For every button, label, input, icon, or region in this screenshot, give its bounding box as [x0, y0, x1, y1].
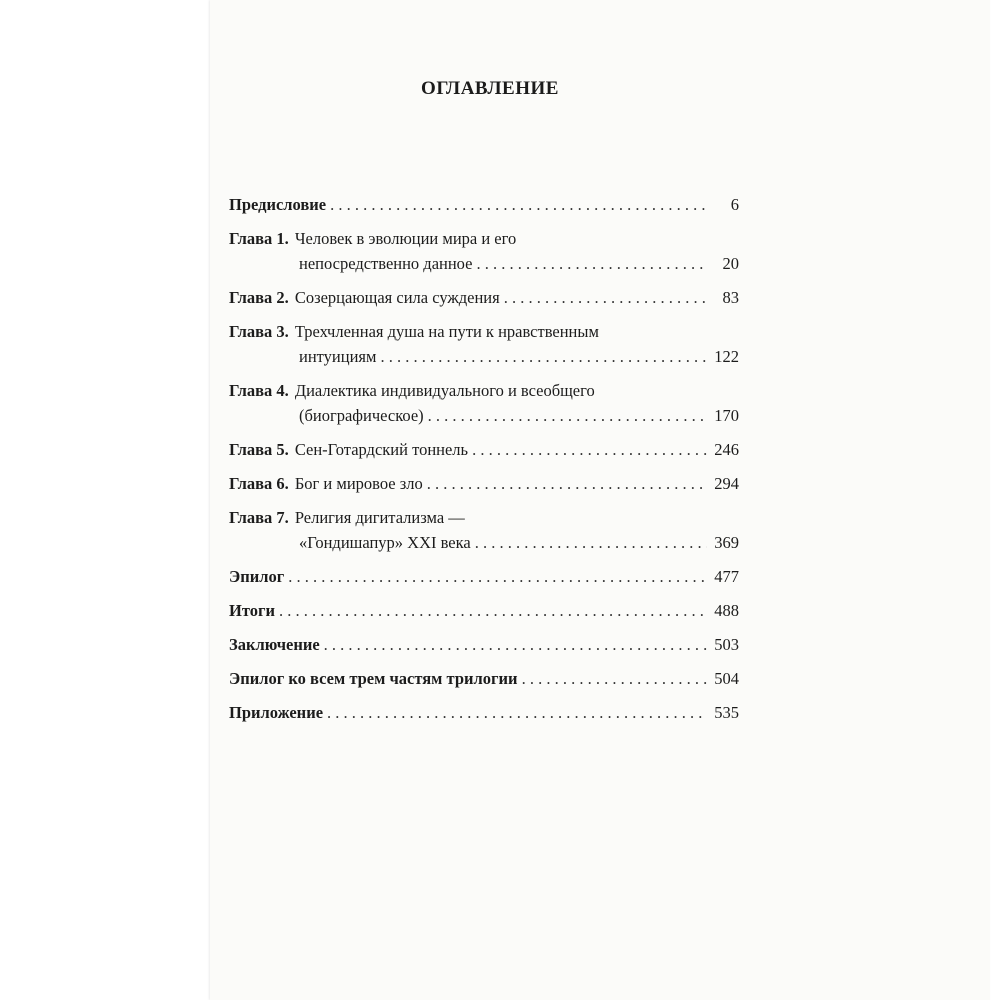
toc-entry-trilogy-epilogue[interactable] — [229, 666, 739, 691]
toc-page-number: 246 — [714, 440, 739, 459]
toc-line — [229, 226, 739, 251]
toc-line — [229, 700, 739, 725]
toc-line — [229, 319, 739, 344]
toc-page-number: 504 — [714, 669, 739, 688]
toc-entry-title: непосредственно данное — [299, 254, 473, 273]
dot-leader — [380, 344, 707, 369]
table-of-contents — [229, 192, 739, 725]
dot-leader — [475, 530, 707, 555]
toc-entry-results[interactable] — [229, 598, 739, 623]
toc-line — [229, 505, 739, 530]
toc-line — [229, 403, 739, 428]
toc-line — [229, 666, 739, 691]
toc-entry-chapter-7[interactable] — [229, 505, 739, 555]
dot-leader — [330, 192, 707, 217]
toc-page-number: 503 — [714, 635, 739, 654]
toc-page-number: 535 — [714, 703, 739, 722]
toc-page-number: 369 — [714, 533, 739, 552]
toc-entry-epilogue[interactable] — [229, 564, 739, 589]
toc-entry-appendix[interactable] — [229, 700, 739, 725]
toc-page-number: 488 — [714, 601, 739, 620]
toc-entry-label: Эпилог — [229, 567, 285, 586]
toc-entry-label: Предисловие — [229, 195, 327, 214]
toc-entry-title: Трехчленная душа на пути к нравственным — [294, 322, 599, 341]
dot-leader — [427, 471, 707, 496]
toc-entry-label: Глава 3. — [229, 322, 289, 341]
dot-leader — [472, 437, 707, 462]
toc-line — [229, 632, 739, 657]
dot-leader — [522, 666, 707, 691]
dot-leader — [504, 285, 707, 310]
toc-page-number: 20 — [722, 254, 739, 273]
page-title: ОГЛАВЛЕНИЕ — [421, 78, 559, 99]
toc-entry-title: «Гондишапур» XXI века — [299, 533, 471, 552]
toc-entry-chapter-6[interactable] — [229, 471, 739, 496]
dot-leader — [428, 403, 707, 428]
toc-entry-title: Бог и мировое зло — [294, 474, 423, 493]
toc-page-number: 122 — [714, 347, 739, 366]
toc-entry-title: (биографическое) — [299, 406, 424, 425]
toc-entry-label: Глава 5. — [229, 440, 289, 459]
toc-entry-label: Глава 7. — [229, 508, 289, 527]
toc-line — [229, 530, 739, 555]
toc-line — [229, 378, 739, 403]
toc-entry-title: Человек в эволюции мира и его — [294, 229, 517, 248]
toc-entry-title: Сен-Готардский тоннель — [294, 440, 469, 459]
toc-entry-title: интуициям — [299, 347, 377, 366]
toc-entry-chapter-5[interactable] — [229, 437, 739, 462]
toc-entry-title: Диалектика индивидуального и всеобщего — [294, 381, 595, 400]
toc-line — [229, 564, 739, 589]
toc-entry-label: Глава 6. — [229, 474, 289, 493]
toc-line — [229, 192, 739, 217]
toc-page-number: 477 — [714, 567, 739, 586]
toc-entry-title: Религия дигитализма — — [294, 508, 465, 527]
toc-page-number: 83 — [722, 288, 739, 307]
toc-entry-preface[interactable] — [229, 192, 739, 217]
toc-entry-chapter-3[interactable] — [229, 319, 739, 369]
toc-entry-label: Глава 1. — [229, 229, 289, 248]
toc-line — [229, 471, 739, 496]
toc-line — [229, 251, 739, 276]
toc-entry-conclusion[interactable] — [229, 632, 739, 657]
toc-entry-label: Заключение — [229, 635, 320, 654]
dot-leader — [324, 632, 707, 657]
toc-entry-chapter-1[interactable] — [229, 226, 739, 276]
toc-page-number: 294 — [714, 474, 739, 493]
toc-entry-label: Глава 4. — [229, 381, 289, 400]
toc-entry-label: Итоги — [229, 601, 275, 620]
toc-entry-label: Приложение — [229, 703, 324, 722]
toc-line — [229, 285, 739, 310]
toc-line — [229, 598, 739, 623]
dot-leader — [327, 700, 707, 725]
toc-entry-title: Созерцающая сила суждения — [294, 288, 500, 307]
toc-entry-label: Эпилог ко всем трем частям трилогии — [229, 669, 518, 688]
toc-page-number: 170 — [714, 406, 739, 425]
dot-leader — [476, 251, 707, 276]
dot-leader — [288, 564, 707, 589]
toc-page-number: 6 — [730, 195, 739, 214]
toc-entry-chapter-2[interactable] — [229, 285, 739, 310]
toc-entry-label: Глава 2. — [229, 288, 289, 307]
toc-line — [229, 437, 739, 462]
dot-leader — [279, 598, 707, 623]
toc-entry-chapter-4[interactable] — [229, 378, 739, 428]
toc-line — [229, 344, 739, 369]
